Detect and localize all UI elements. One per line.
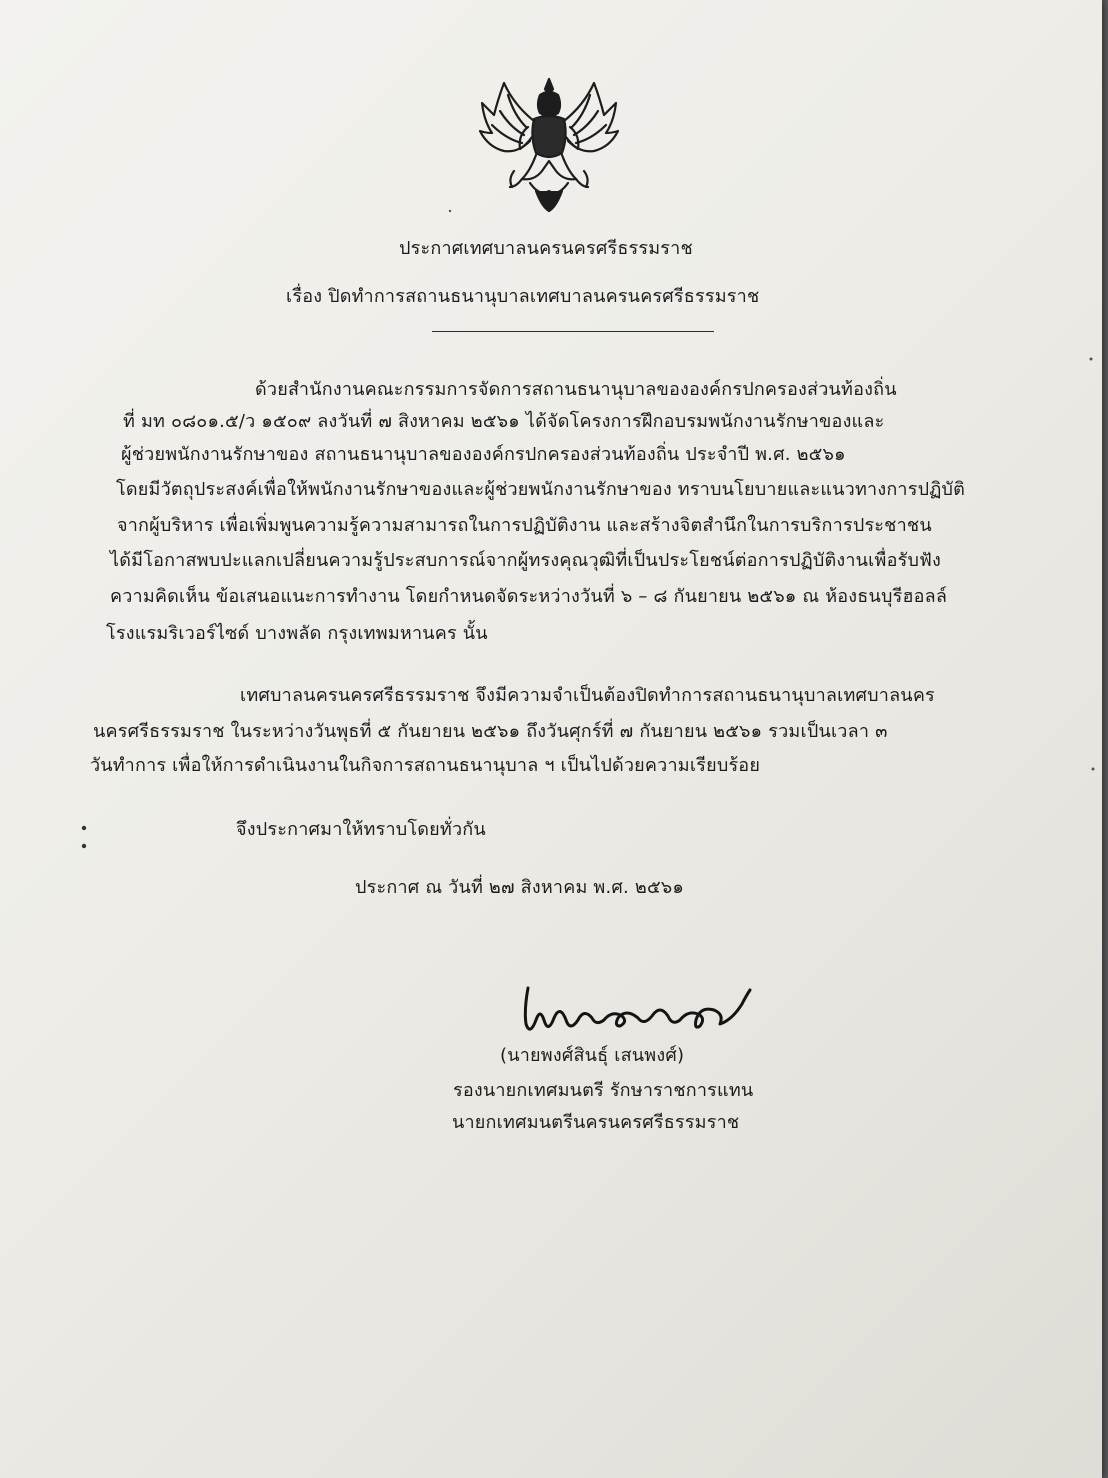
signature-image	[510, 980, 780, 1040]
paragraph1-line: โรงแรมริเวอร์ไซด์ บางพลัด กรุงเทพมหานคร นั้น	[106, 623, 488, 644]
announcement-date: ประกาศ ณ วันที่ ๒๗ สิงหาคม พ.ศ. ๒๕๖๑	[355, 877, 685, 898]
paragraph1-line: ความคิดเห็น ข้อเสนอแนะการทำงาน โดยกำหนดจัดระหว่างวันที่ ๖ – ๘ กันยายน ๒๕๖๑ ณ ห้องธนบุรีฮอลล์	[110, 586, 948, 607]
paragraph1-line: ด้วยสำนักงานคณะกรรมการจัดการสถานธนานุบาลขององค์กรปกครองส่วนท้องถิ่น	[255, 379, 897, 400]
paragraph1-line: จากผู้บริหาร เพื่อเพิ่มพูนความรู้ความสามารถในการปฏิบัติงาน และสร้างจิตสำนึกในการบริการประชาชน	[117, 515, 932, 536]
paragraph2-line: นครศรีธรรมราช ในระหว่างวันพุธที่ ๕ กันยายน ๒๕๖๑ ถึงวันศุกร์ที่ ๗ กันยายน ๒๕๖๑ รวมเป็นเวลา ๓	[93, 721, 888, 742]
garuda-emblem	[474, 75, 624, 215]
paragraph2-line: วันทำการ เพื่อให้การดำเนินงานในกิจการสถานธนานุบาล ฯ เป็นไปด้วยความเรียบร้อย	[90, 755, 761, 776]
document-heading: ประกาศเทศบาลนครนครศรีธรรมราช	[399, 238, 693, 259]
signer-title: รองนายกเทศมนตรี รักษาราชการแทน	[453, 1080, 754, 1101]
paragraph1-line: ที่ มท ๐๘๐๑.๕/ว ๑๕๐๙ ลงวันที่ ๗ สิงหาคม ๒๕๖๑ ได้จัดโครงการฝึกอบรมพนักงานรักษาของและ	[123, 411, 885, 432]
paragraph2-line: เทศบาลนครนครศรีธรรมราช จึงมีความจำเป็นต้องปิดทำการสถานธนานุบาลเทศบาลนคร	[240, 685, 935, 706]
closing-line: จึงประกาศมาให้ทราบโดยทั่วกัน	[236, 819, 486, 840]
heading-divider	[432, 331, 714, 332]
signer-title: นายกเทศมนตรีนครนครศรีธรรมราช	[452, 1112, 740, 1133]
paragraph1-line: โดยมีวัตถุประสงค์เพื่อให้พนักงานรักษาของและผู้ช่วยพนักงานรักษาของ ทราบนโยบายและแนวทางการปฏิบัติ	[116, 479, 966, 500]
document-subject: เรื่อง ปิดทำการสถานธนานุบาลเทศบาลนครนครศรีธรรมราช	[286, 286, 760, 307]
paragraph1-line: ได้มีโอกาสพบปะแลกเปลี่ยนความรู้ประสบการณ์จากผู้ทรงคุณวุฒิที่เป็นประโยชน์ต่อการปฏิบัติงานเพื่อรับฟัง	[110, 550, 942, 571]
paragraph1-line: ผู้ช่วยพนักงานรักษาของ สถานธนานุบาลขององค์กรปกครองส่วนท้องถิ่น ประจำปี พ.ศ. ๒๕๖๑	[121, 444, 846, 465]
signer-name: (นายพงศ์สินธุ์ เสนพงศ์)	[500, 1045, 685, 1066]
